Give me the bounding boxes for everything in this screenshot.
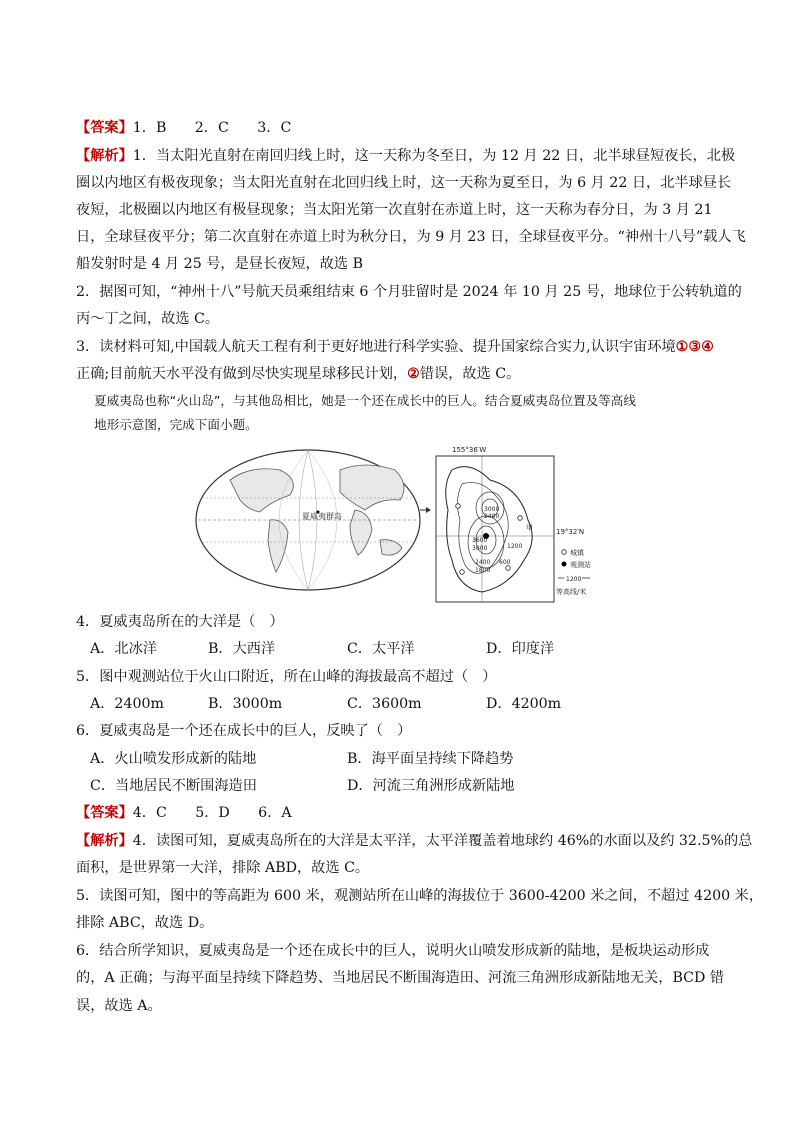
town-marker <box>506 566 511 571</box>
contour-label: 2400 <box>475 559 491 566</box>
q5-option-a: A．2400m <box>90 696 164 712</box>
answer-line-1 <box>76 118 291 138</box>
question-4-stem: 4．夏威夷岛所在的大洋是（ ） <box>76 614 284 630</box>
legend-contour-value: 1200 <box>566 576 582 583</box>
legend-station-icon <box>562 562 567 567</box>
contour-label: 3000 <box>472 545 488 552</box>
analysis-q3-text: 3．读材料可知,中国载人航天工程有利于更好地进行科学实验、提升国家综合实力,认识宇宙环境 <box>76 339 676 355</box>
q4-option-d: D．印度洋 <box>486 641 555 657</box>
analysis-text: 6．结合所学知识，夏威夷岛是一个还在成长中的巨人，说明火山喷发形成新的陆地，是板块运动形成 <box>76 943 710 959</box>
world-map <box>196 450 431 590</box>
material-intro: 夏威夷岛也称“火山岛”，与其他岛相比，她是一个还在成长中的巨人。结合夏威夷岛位置及等高线 <box>94 393 636 408</box>
analysis-text: 4．读图可知，夏威夷岛所在的大洋是太平洋，太平洋覆盖着地球约 46%的水面以及约 32.5%的总 <box>132 833 753 849</box>
q6-option-a: A．火山喷发形成新的陆地 <box>90 751 257 767</box>
contour-label: 600 <box>499 559 511 566</box>
contour-label: 2400 <box>484 513 500 520</box>
legend-town: 城镇 <box>570 549 584 557</box>
analysis-text: 日，全球昼夜平分；第二次直射在赤道上时为秋分日，为 9 月 23 日，全球昼夜平分。“神州十八号”载人飞 <box>76 229 746 245</box>
contour-label: 1800 <box>475 567 491 574</box>
answer-text: 4．C 5．D 6．A <box>132 805 292 821</box>
longitude-label: 155°36′W <box>452 446 487 454</box>
q6-option-c: C．当地居民不断围海造田 <box>90 778 257 794</box>
q4-option-b: B．大西洋 <box>208 641 276 657</box>
analysis-text: 面积，是世界第一大洋，排除 ABD，故选 C。 <box>76 860 370 876</box>
island-contour-map <box>436 446 591 602</box>
legend-town-icon <box>562 550 567 555</box>
question-5-stem: 5．图中观测站位于火山口附近，所在山峰的海拔最高不超过（ ） <box>76 669 497 685</box>
town-marker <box>456 504 461 509</box>
q6-option-b: B．海平面呈持续下降趋势 <box>347 751 514 767</box>
town-marker <box>460 570 465 575</box>
answer-tag: 【答案】 <box>76 120 133 136</box>
analysis-line-2 <box>76 831 752 851</box>
analysis-tag: 【解析】 <box>76 833 133 849</box>
circled-number: ② <box>407 366 420 382</box>
analysis-text: 的，A 正确；与海平面呈持续下降趋势、当地居民不断围海造田、河流三角洲形成新陆地无关，BCD 错 <box>76 970 725 986</box>
analysis-text: 误，故选 A。 <box>76 998 162 1014</box>
q5-option-d: D．4200m <box>486 696 562 712</box>
q4-option-c: C．太平洋 <box>347 641 415 657</box>
contour-label: 3000 <box>484 506 500 513</box>
answer-text: 1．B 2．C 3．C <box>132 120 292 136</box>
analysis-text: 圈以内地区有极夜现象；当太阳光直射在北回归线上时，这一天称为夏至日，为 6 月 22 日，北半球昼长 <box>76 175 732 191</box>
analysis-q3-text: 错误，故选 C。 <box>419 366 521 382</box>
answer-line-2 <box>76 803 292 823</box>
analysis-text: 排除 ABC，故选 D。 <box>76 915 214 931</box>
analysis-q3-line2 <box>76 364 520 384</box>
analysis-text: 船发射时是 4 月 25 号，是昼长夜短，故选 B <box>76 256 364 272</box>
analysis-text: 5．读图可知，图中的等高距为 600 米，观测站所在山峰的海拔位于 3600-4200 米之间，不超过 4200 米， <box>76 888 764 904</box>
analysis-tag: 【解析】 <box>76 148 133 164</box>
analysis-q2: 2．据图可知，“神州十八”号航天员乘组结束 6 个月驻留时是 2024 年 10 月 25 号，地球位于公转轨道的 <box>76 284 742 300</box>
point-label-jia: 甲 <box>526 524 533 532</box>
answer-tag: 【答案】 <box>76 805 133 821</box>
analysis-q3-text: 正确;目前航天水平没有做到尽快实现星球移民计划， <box>76 366 408 382</box>
question-6-stem: 6．夏威夷岛是一个还在成长中的巨人，反映了（ ） <box>76 723 412 739</box>
latitude-label: 19°32′N <box>556 528 585 536</box>
contour-label: 1200 <box>507 543 523 550</box>
q5-option-c: C．3600m <box>347 696 422 712</box>
contour-label: 3600 <box>472 537 488 544</box>
world-map-label: 夏威夷群岛 <box>302 512 342 521</box>
material-intro: 地形示意图，完成下面小题。 <box>94 417 258 432</box>
analysis-line-1 <box>76 146 735 166</box>
analysis-q2: 丙～丁之间，故选 C。 <box>76 311 220 327</box>
q4-option-a: A．北冰洋 <box>90 641 157 657</box>
analysis-text: 1．当太阳光直射在南回归线上时，这一天称为冬至日，为 12 月 22 日，北半球昼短夜长，北极 <box>132 148 736 164</box>
q5-option-b: B．3000m <box>208 696 283 712</box>
legend-contour: 等高线/米 <box>556 588 587 596</box>
town-marker <box>518 516 523 521</box>
legend-station: 观测站 <box>570 561 591 569</box>
analysis-text: 夜短，北极圈以内地区有极昼现象；当太阳光第一次直射在赤道上时，这一天称为春分日，为 3 月 21 <box>76 202 713 218</box>
hawaii-map-figure <box>190 440 600 606</box>
circled-numbers: ①③④ <box>675 339 714 355</box>
analysis-q3-line1 <box>76 337 714 357</box>
q6-option-d: D．河流三角洲形成新陆地 <box>347 778 515 794</box>
